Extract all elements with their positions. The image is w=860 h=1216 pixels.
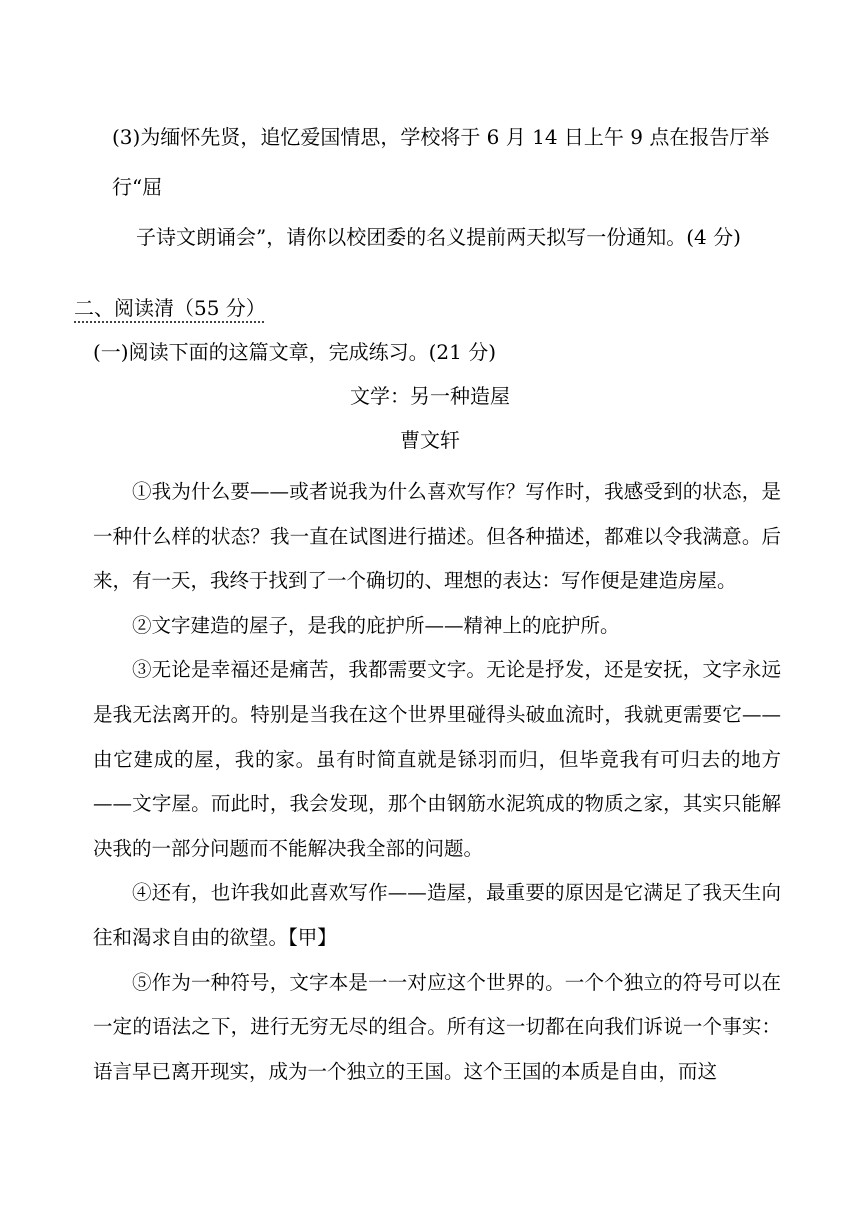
article-paragraph-4: ④还有，也许我如此喜欢写作——造屋，最重要的原因是它满足了我天生向往和渴求自由的欲望。【甲】 bbox=[93, 881, 781, 949]
article-paragraph-2: ②文字建造的屋子，是我的庇护所——精神上的庇护所。 bbox=[132, 613, 620, 637]
article-author: 曹文轩 bbox=[400, 428, 460, 452]
reading-part-1-instruction: (一)阅读下面的这篇文章，完成练习。(21 分) bbox=[93, 340, 497, 364]
article-body bbox=[93, 470, 781, 1094]
question-3-line-2: 子诗文朗诵会”，请你以校团委的名义提前两天拟写一份通知。(4 分) bbox=[136, 225, 741, 249]
section-heading: 二、阅读清（55 分） bbox=[74, 296, 266, 320]
article-paragraph-5: ⑤作为一种符号，文字本是一一对应这个世界的。一个个独立的符号可以在一定的语法之下，进行无穷无尽的组合。所有这一切都在向我们诉说一个事实：语言早已离开现实，成为一个独立的王国。这个王国的本质是自由，而这 bbox=[93, 970, 781, 1083]
article-paragraph-3: ③无论是幸福还是痛苦，我都需要文字。无论是抒发，还是安抚，文字永远是我无法离开的。特别是当我在这个世界里碰得头破血流时，我就更需要它——由它建成的屋，我的家。虽有时简直就是铩羽而归，但毕竟我有可归去的地方——文字屋。而此时，我会发现，那个由钢筋水泥筑成的物质之家，其实只能解决我的一部分问题而不能解决我全部的问题。 bbox=[93, 658, 781, 860]
question-3 bbox=[112, 112, 792, 262]
article-paragraph-1: ①我为什么要——或者说我为什么喜欢写作？写作时，我感受到的状态，是一种什么样的状态？我一直在试图进行描述。但各种描述，都难以令我满意。后来，有一天，我终于找到了一个确切的、理想的表达：写作便是建造房屋。 bbox=[93, 480, 781, 593]
article-title: 文学：另一种造屋 bbox=[350, 384, 510, 408]
question-3-line-1: (3)为缅怀先贤，追忆爱国情思，学校将于 6 月 14 日上午 9 点在报告厅举行“屈 bbox=[112, 125, 770, 199]
